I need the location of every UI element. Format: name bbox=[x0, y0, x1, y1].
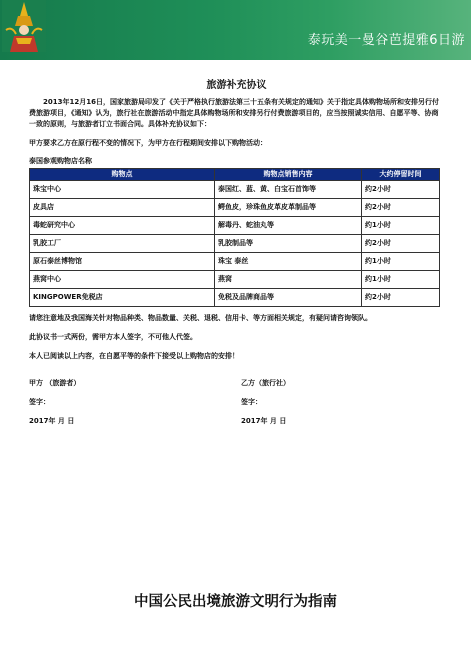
shop-products: 解毒丹、蛇油丸等 bbox=[215, 217, 362, 235]
party-label-row bbox=[29, 378, 444, 389]
header-banner bbox=[0, 0, 471, 60]
shop-products: 鳄鱼皮，珍珠鱼皮革皮革制品等 bbox=[215, 199, 362, 217]
customs-notice: 请您注意地及我国海关针对物品种类、物品数量、关税、退税、信用卡、等方面相关规定，有疑问请咨询领队。 bbox=[29, 314, 372, 322]
party-a-signature: 签字： bbox=[29, 398, 50, 406]
signature-row bbox=[29, 397, 444, 408]
copies-statement: 此协议书一式两份，需甲方本人签字，不可他人代签。 bbox=[29, 333, 197, 341]
table-row bbox=[30, 253, 440, 271]
party-a-label: 甲方 （旅游者） bbox=[29, 379, 81, 387]
shop-duration: 约2小时 bbox=[362, 181, 440, 199]
party-b-label: 乙方（旅行社） bbox=[241, 379, 290, 387]
table-row bbox=[30, 271, 440, 289]
shopping-table bbox=[29, 168, 440, 307]
shop-name: 珠宝中心 bbox=[30, 181, 215, 199]
banner-title: 泰玩美一曼谷芭提雅6日游 bbox=[307, 33, 465, 48]
document-title: 旅游补充协议 bbox=[206, 80, 267, 91]
party-b-signature: 签字： bbox=[241, 398, 262, 406]
thai-temple-dancer-logo-icon bbox=[2, 0, 46, 52]
shop-duration: 约2小时 bbox=[362, 199, 440, 217]
shop-duration: 约1小时 bbox=[362, 253, 440, 271]
column-header-products: 购物点销售内容 bbox=[215, 169, 362, 181]
shop-products: 泰国红、蓝、黄、白宝石首饰等 bbox=[215, 181, 362, 199]
shop-name: 皮具店 bbox=[30, 199, 215, 217]
column-header-shop: 购物点 bbox=[30, 169, 215, 181]
table-row bbox=[30, 181, 440, 199]
shop-duration: 约2小时 bbox=[362, 235, 440, 253]
footer-title: 中国公民出境旅游文明行为指南 bbox=[134, 594, 337, 610]
shop-name: 原石泰丝博物馆 bbox=[30, 253, 215, 271]
shop-name: KINGPOWER免税店 bbox=[30, 289, 215, 307]
shop-name: 燕窝中心 bbox=[30, 271, 215, 289]
date-row bbox=[29, 416, 444, 427]
party-a-date: 2017年 月 日 bbox=[29, 417, 75, 425]
table-row bbox=[30, 217, 440, 235]
shop-name: 乳胶工厂 bbox=[30, 235, 215, 253]
column-header-duration: 大约停留时间 bbox=[362, 169, 440, 181]
shop-name: 毒蛇研究中心 bbox=[30, 217, 215, 235]
party-b-date: 2017年 月 日 bbox=[241, 417, 287, 425]
table-row bbox=[30, 289, 440, 307]
shop-products: 珠宝 泰丝 bbox=[215, 253, 362, 271]
shop-products: 燕窝 bbox=[215, 271, 362, 289]
shop-duration: 约1小时 bbox=[362, 271, 440, 289]
table-caption: 泰国参观购物店名称 bbox=[29, 157, 92, 165]
table-header-row bbox=[30, 169, 440, 181]
intro-paragraph: 2013年12月16日，国家旅游局印发了《关于严格执行旅游法第三十五条有关规定的通知》关于指定具体购物场所和安排另行付费旅游项目，《通知》认为，旅行社在旅游活动中指定具体购物场所和安排另行付费旅游项目的，应当按照诚实信用、自愿平等、协商一致的原则，与旅游者订立书面合同。具体补充协议如下： bbox=[29, 98, 439, 128]
shop-duration: 约1小时 bbox=[362, 217, 440, 235]
table-row bbox=[30, 235, 440, 253]
request-paragraph: 甲方要求乙方在原行程不变的情况下，为甲方在行程期间安排以下购物活动： bbox=[29, 139, 267, 147]
consent-statement: 本人已阅读以上内容，在自愿平等的条件下接受以上购物店的安排！ bbox=[29, 352, 239, 360]
shop-products: 免税及品牌商品等 bbox=[215, 289, 362, 307]
shop-duration: 约2小时 bbox=[362, 289, 440, 307]
shop-products: 乳胶制品等 bbox=[215, 235, 362, 253]
agreement-body bbox=[29, 80, 444, 427]
table-row bbox=[30, 199, 440, 217]
